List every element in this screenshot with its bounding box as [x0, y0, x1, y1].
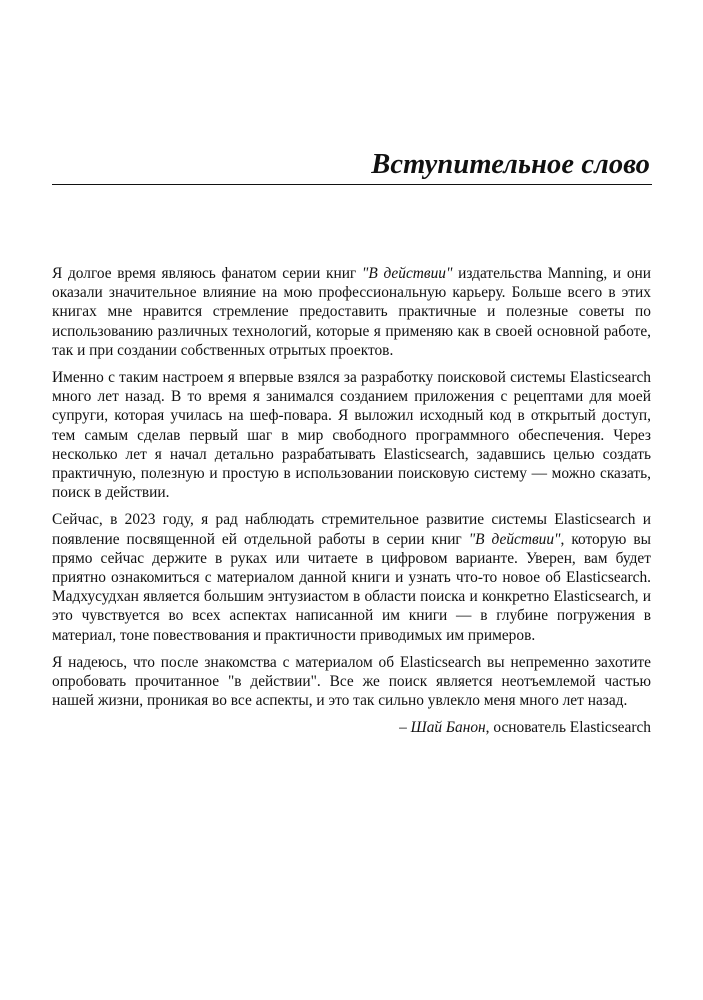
paragraph-4: Я надеюсь, что после знакомства с материалом об Elasticsearch вы непременно захотите опробовать прочитанное "в действии". Все же поиск является неотъемлемой частью нашей жизни, проникая во все аспекты, и это так сильно увлекло меня много лет назад. [52, 653, 651, 710]
foreword-body [52, 264, 651, 738]
signature [52, 718, 651, 737]
paragraph-3-text-start: Сейчас, в 2023 году, я рад наблюдать стремительное развитие системы Elasticsearch и появление посвященной ей отдельной работы в серии книг [52, 511, 651, 548]
paragraph-1 [52, 264, 651, 360]
signature-role: , основатель Elasticsearch [485, 719, 651, 737]
paragraph-3-text-end: , которую вы прямо сейчас держите в руках или читаете в цифровом варианте. Уверен, вам будет приятно ознакомиться с материалом данной книги и узнать что-то новое об Elasticsearch. Мадхусудхан является большим энтузиастом в области поиска и конкретно Elasticsearch, и это чувствуется во всех аспектах написанной им книги — в глубине погружения в материал, тоне повествования и практичности приводимых им примеров. [52, 530, 651, 644]
paragraph-1-text-end: издательства Manning, и они оказали значительное влияние на мою профессиональную карьеру. Больше всего в этих книгах мне нравится стремление предоставить практичные и полезные советы по использованию различных технологий, которые я применяю как в своей основной работе, так и при создании собственных отрытых проектов. [52, 265, 651, 359]
signature-author: Шай Банон [410, 719, 486, 737]
chapter-header [52, 140, 652, 185]
signature-dash: – [399, 719, 411, 737]
chapter-title: Вступительное слово [371, 149, 650, 180]
paragraph-3 [52, 510, 651, 644]
paragraph-2: Именно с таким настроем я впервые взялся за разработку поисковой системы Elasticsearch много лет назад. В то время я занимался созданием приложения с рецептами для моей супруги, которая училась на шеф-повара. Я выложил исходный код в открытый доступ, тем самым сделав первый шаг в мир свободного программного обеспечения. Через несколько лет я начал детально разрабатывать Elasticsearch, задавшись целью создать практичную, полезную и простую в использовании поисковую систему — можно сказать, поиск в действии. [52, 369, 651, 502]
paragraph-1-text-start: Я долгое время являюсь фанатом серии книг [52, 265, 362, 282]
series-name-italic: "В действии" [468, 530, 561, 548]
series-name-italic: "В действии" [361, 265, 453, 282]
